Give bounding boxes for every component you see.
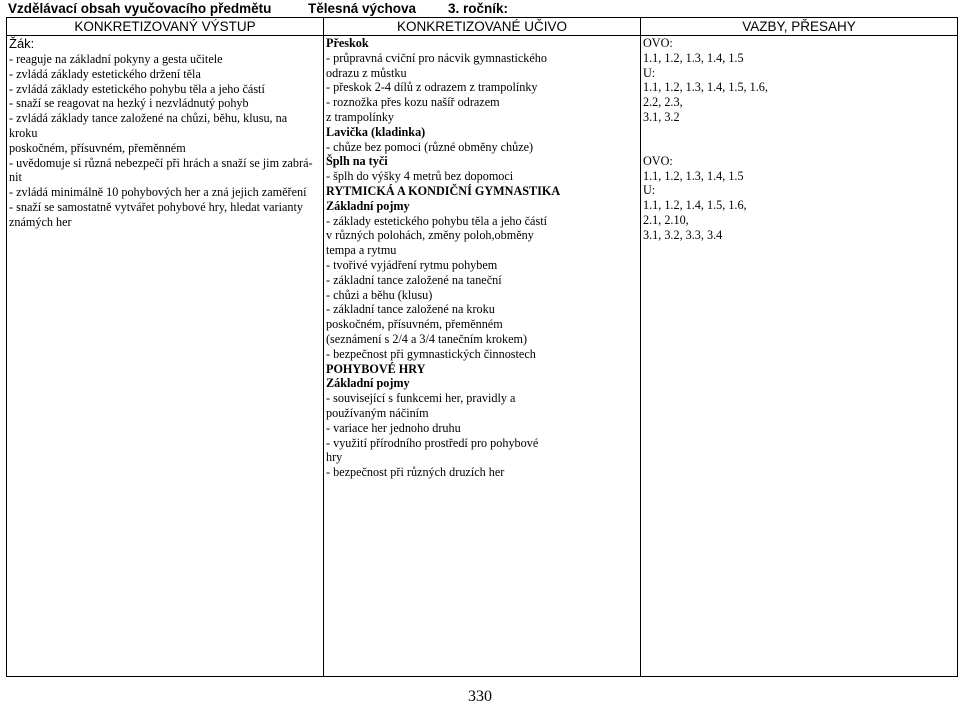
- content-line: POHYBOVÉ HRY: [326, 361, 426, 376]
- content-line: poskočném, přísuvném, přeměnném: [326, 317, 503, 332]
- outcomes-cell: [7, 36, 324, 677]
- content-line: RYTMICKÁ A KONDIČNÍ GYMNASTIKA: [326, 183, 561, 198]
- outcome-line: známých her: [9, 214, 72, 229]
- links-group-2: [643, 154, 955, 243]
- outcomes-list: [9, 52, 321, 230]
- header-content: KONKRETIZOVANÉ UČIVO: [324, 18, 641, 36]
- links-line: OVO:: [643, 153, 673, 168]
- links-line: 1.1, 1.2, 1.4, 1.5, 1.6,: [643, 198, 747, 213]
- content-line: hry: [326, 450, 343, 465]
- content-cell: [324, 36, 641, 677]
- content-line: používaným náčiním: [326, 405, 429, 420]
- outcome-line: - snaží se samostatně vytvářet pohybové hry, hledat varianty: [9, 199, 303, 214]
- page-number: 330: [468, 688, 492, 705]
- content-line: z trampolínky: [326, 109, 395, 124]
- links-line: 1.1, 1.2, 1.3, 1.4, 1.5, 1.6,: [643, 80, 768, 95]
- content-line: - bezpečnost při gymnastických činnostech: [326, 346, 536, 361]
- content-line: - šplh do výšky 4 metrů bez dopomoci: [326, 169, 514, 184]
- document-title: Vzdělávací obsah vyučovacího předmětu: [8, 1, 272, 16]
- content-line: - základní tance založené na taneční: [326, 272, 502, 287]
- content-line: odrazu z můstku: [326, 65, 407, 80]
- content-line: - základy estetického pohybu těla a jeho částí: [326, 213, 547, 228]
- grade-label: 3. ročník:: [448, 1, 509, 16]
- content-line: tempa a rytmu: [326, 243, 397, 258]
- links-line: 2.1, 2.10,: [643, 212, 689, 227]
- content-line: (seznámení s 2/4 a 3/4 tanečním krokem): [326, 331, 528, 346]
- content-line: - tvořivé vyjádření rytmu pohybem: [326, 257, 498, 272]
- curriculum-table: [6, 17, 958, 677]
- links-line: 3.1, 3.2, 3.3, 3.4: [643, 227, 723, 242]
- content-list: [326, 36, 638, 480]
- content-line: - využití přírodního prostředí pro pohybové: [326, 435, 539, 450]
- links-cell: [641, 36, 958, 677]
- content-line: - přeskok 2-4 dílů z odrazem z trampolínky: [326, 80, 538, 95]
- content-line: Šplh na tyči: [326, 154, 388, 169]
- outcome-line: nit: [9, 170, 22, 185]
- content-line: - chůzi a běhu (klusu): [326, 287, 433, 302]
- outcome-line: - zvládá základy estetického držení těla: [9, 66, 201, 81]
- links-line: 1.1, 1.2, 1.3, 1.4, 1.5: [643, 168, 744, 183]
- content-line: - chůze bez pomoci (různé obměny chůze): [326, 139, 534, 154]
- content-line: - roznožka přes kozu našíř odrazem: [326, 95, 500, 110]
- content-line: Základní pojmy: [326, 198, 410, 213]
- content-line: Lavička (kladinka): [326, 124, 426, 139]
- outcome-line: - zvládá minimálně 10 pohybových her a zná jejich zaměření: [9, 185, 307, 200]
- content-line: Základní pojmy: [326, 376, 410, 391]
- pupil-label: Žák:: [9, 36, 35, 51]
- content-line: - průpravná cviční pro nácvik gymnastického: [326, 50, 547, 65]
- content-line: v různých polohách, změny poloh,obměny: [326, 228, 534, 243]
- content-line: Přeskok: [326, 36, 369, 50]
- outcome-line: - zvládá základy estetického pohybu těla a jeho částí: [9, 81, 265, 96]
- content-line: - bezpečnost při různých druzích her: [326, 465, 505, 480]
- outcome-line: kroku: [9, 125, 38, 140]
- links-line: U:: [643, 65, 656, 80]
- links-group-1: [643, 36, 955, 125]
- header-row: [7, 18, 958, 36]
- links-line: 2.2, 2.3,: [643, 95, 683, 110]
- header-outcome: KONKRETIZOVANÝ VÝSTUP: [7, 18, 324, 36]
- outcome-line: - reaguje na základní pokyny a gesta učitele: [9, 52, 223, 66]
- outcome-line: - uvědomuje si různá nebezpečí při hrách a snaží se jim zabrá-: [9, 155, 313, 170]
- outcome-line: - zvládá základy tance založené na chůzi, běhu, klusu, na: [9, 111, 288, 126]
- subject-name: Tělesná výchova: [308, 1, 417, 16]
- links-line: OVO:: [643, 36, 673, 50]
- outcome-line: poskočném, přísuvném, přeměnném: [9, 140, 186, 155]
- outcome-line: - snaží se reagovat na hezký i nezvládnutý pohyb: [9, 96, 249, 111]
- links-line: 3.1, 3.2: [643, 109, 680, 124]
- content-line: - související s funkcemi her, pravidly a: [326, 391, 516, 406]
- header-links: VAZBY, PŘESAHY: [641, 18, 958, 36]
- content-row: [7, 36, 958, 677]
- links-line: 1.1, 1.2, 1.3, 1.4, 1.5: [643, 50, 744, 65]
- links-line: U:: [643, 183, 656, 198]
- document-header-line: [8, 0, 958, 17]
- content-line: - základní tance založené na kroku: [326, 302, 495, 317]
- content-line: - variace her jednoho druhu: [326, 420, 461, 435]
